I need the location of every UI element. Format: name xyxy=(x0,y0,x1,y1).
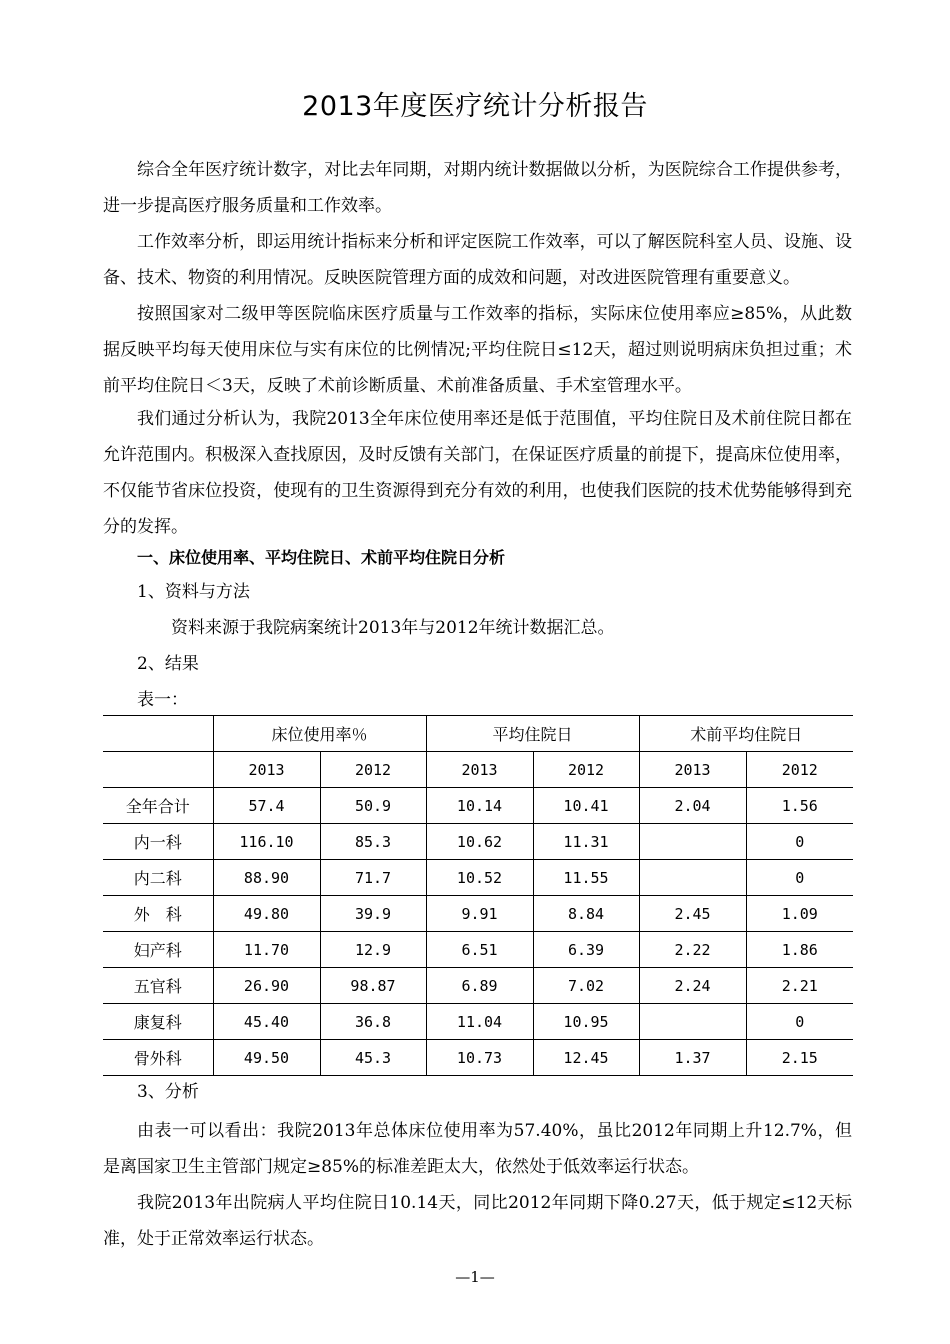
value-cell: 12.9 xyxy=(320,932,426,968)
value-cell: 10.62 xyxy=(426,824,533,860)
value-cell: 36.8 xyxy=(320,1004,426,1040)
year-header-cell: 2012 xyxy=(320,752,426,788)
table-row xyxy=(103,1040,853,1076)
intro-paragraph-1: 综合全年医疗统计数字，对比去年同期，对期内统计数据做以分析，为医院综合工作提供参考，进一步提高医疗服务质量和工作效率。 xyxy=(103,160,852,216)
value-cell: 71.7 xyxy=(320,860,426,896)
department-cell: 内一科 xyxy=(103,824,213,860)
value-cell: 11.70 xyxy=(213,932,320,968)
value-cell: 6.39 xyxy=(533,932,639,968)
value-cell: 2.21 xyxy=(746,968,853,1004)
value-cell: 0 xyxy=(746,1004,853,1040)
table-row xyxy=(103,824,853,860)
table-corner-cell xyxy=(103,752,213,788)
value-cell: 45.40 xyxy=(213,1004,320,1040)
value-cell: 50.9 xyxy=(320,788,426,824)
value-cell: 10.95 xyxy=(533,1004,639,1040)
value-cell: 10.14 xyxy=(426,788,533,824)
year-header-cell: 2012 xyxy=(533,752,639,788)
value-cell: 10.52 xyxy=(426,860,533,896)
value-cell: 1.09 xyxy=(746,896,853,932)
value-cell: 10.41 xyxy=(533,788,639,824)
intro-paragraph-2: 工作效率分析，即运用统计指标来分析和评定医院工作效率，可以了解医院科室人员、设施、设备、技术、物资的利用情况。反映医院管理方面的成效和问题，对改进医院管理有重要意义。 xyxy=(103,232,852,288)
department-cell: 骨外科 xyxy=(103,1040,213,1076)
value-cell: 9.91 xyxy=(426,896,533,932)
value-cell: 2.04 xyxy=(639,788,746,824)
value-cell: 6.51 xyxy=(426,932,533,968)
value-cell: 7.02 xyxy=(533,968,639,1004)
department-cell: 全年合计 xyxy=(103,788,213,824)
value-cell: 12.45 xyxy=(533,1040,639,1076)
value-cell: 85.3 xyxy=(320,824,426,860)
value-cell: 116.10 xyxy=(213,824,320,860)
department-cell: 康复科 xyxy=(103,1004,213,1040)
value-cell: 2.24 xyxy=(639,968,746,1004)
department-cell: 妇产科 xyxy=(103,932,213,968)
department-cell: 内二科 xyxy=(103,860,213,896)
table-group-header-row xyxy=(103,716,853,752)
value-cell: 2.15 xyxy=(746,1040,853,1076)
value-cell: 49.50 xyxy=(213,1040,320,1076)
intro-paragraph-4: 我们通过分析认为，我院2013全年床位使用率还是低于范围值，平均住院日及术前住院日都在允许范围内。积极深入查找原因，及时反馈有关部门，在保证医疗质量的前提下，提高床位使用率，不仅能节省床位投资，使现有的卫生资源得到充分有效的利用，也使我们医院的技术优势能够得到充分的发挥。 xyxy=(103,409,852,537)
table-row xyxy=(103,788,853,824)
value-cell: 11.55 xyxy=(533,860,639,896)
value-cell xyxy=(639,824,746,860)
analysis-paragraph-1: 由表一可以看出：我院2013年总体床位使用率为57.40%，虽比2012年同期上升12.7%，但是离国家卫生主管部门规定≥85%的标准差距太大，依然处于低效率运行状态。 xyxy=(103,1121,852,1177)
table-row xyxy=(103,968,853,1004)
value-cell: 0 xyxy=(746,860,853,896)
value-cell: 88.90 xyxy=(213,860,320,896)
page-number: —1— xyxy=(455,1268,495,1286)
subheading-methods: 1、资料与方法 xyxy=(137,582,250,602)
value-cell xyxy=(639,1004,746,1040)
value-cell: 1.56 xyxy=(746,788,853,824)
value-cell: 10.73 xyxy=(426,1040,533,1076)
value-cell: 45.3 xyxy=(320,1040,426,1076)
year-header-cell: 2013 xyxy=(426,752,533,788)
statistics-table xyxy=(103,715,853,1076)
value-cell: 26.90 xyxy=(213,968,320,1004)
table-row xyxy=(103,932,853,968)
subheading-results: 2、结果 xyxy=(137,654,199,674)
table-corner-cell xyxy=(103,716,213,752)
subheading-analysis: 3、分析 xyxy=(137,1082,199,1102)
methods-text: 资料来源于我院病案统计2013年与2012年统计数据汇总。 xyxy=(171,618,615,638)
value-cell: 8.84 xyxy=(533,896,639,932)
header-bed-usage-rate: 床位使用率％ xyxy=(213,716,426,752)
value-cell: 2.22 xyxy=(639,932,746,968)
header-preop-average-stay: 术前平均住院日 xyxy=(639,716,853,752)
value-cell: 11.31 xyxy=(533,824,639,860)
value-cell: 1.86 xyxy=(746,932,853,968)
value-cell: 2.45 xyxy=(639,896,746,932)
value-cell: 6.89 xyxy=(426,968,533,1004)
table-row xyxy=(103,1004,853,1040)
department-cell: 外 科 xyxy=(103,896,213,932)
value-cell: 57.4 xyxy=(213,788,320,824)
value-cell: 11.04 xyxy=(426,1004,533,1040)
value-cell: 98.87 xyxy=(320,968,426,1004)
table-row xyxy=(103,860,853,896)
value-cell xyxy=(639,860,746,896)
intro-paragraph-3: 按照国家对二级甲等医院临床医疗质量与工作效率的指标，实际床位使用率应≥85%，从此数据反映平均每天使用床位与实有床位的比例情况;平均住院日≤12天，超过则说明病床负担过重；术前平均住院日＜3天，反映了术前诊断质量、术前准备质量、手术室管理水平。 xyxy=(103,304,852,396)
value-cell: 39.9 xyxy=(320,896,426,932)
year-header-cell: 2013 xyxy=(639,752,746,788)
section-heading: 一、床位使用率、平均住院日、术前平均住院日分析 xyxy=(137,548,506,567)
year-header-cell: 2012 xyxy=(746,752,853,788)
header-average-stay: 平均住院日 xyxy=(426,716,639,752)
table-row xyxy=(103,896,853,932)
value-cell: 49.80 xyxy=(213,896,320,932)
table-year-header-row xyxy=(103,752,853,788)
department-cell: 五官科 xyxy=(103,968,213,1004)
table-caption: 表一： xyxy=(137,690,188,710)
value-cell: 1.37 xyxy=(639,1040,746,1076)
page-title: 2013年度医疗统计分析报告 xyxy=(302,91,648,122)
analysis-paragraph-2: 我院2013年出院病人平均住院日10.14天，同比2012年同期下降0.27天，低于规定≤12天标准，处于正常效率运行状态。 xyxy=(103,1193,852,1249)
year-header-cell: 2013 xyxy=(213,752,320,788)
value-cell: 0 xyxy=(746,824,853,860)
